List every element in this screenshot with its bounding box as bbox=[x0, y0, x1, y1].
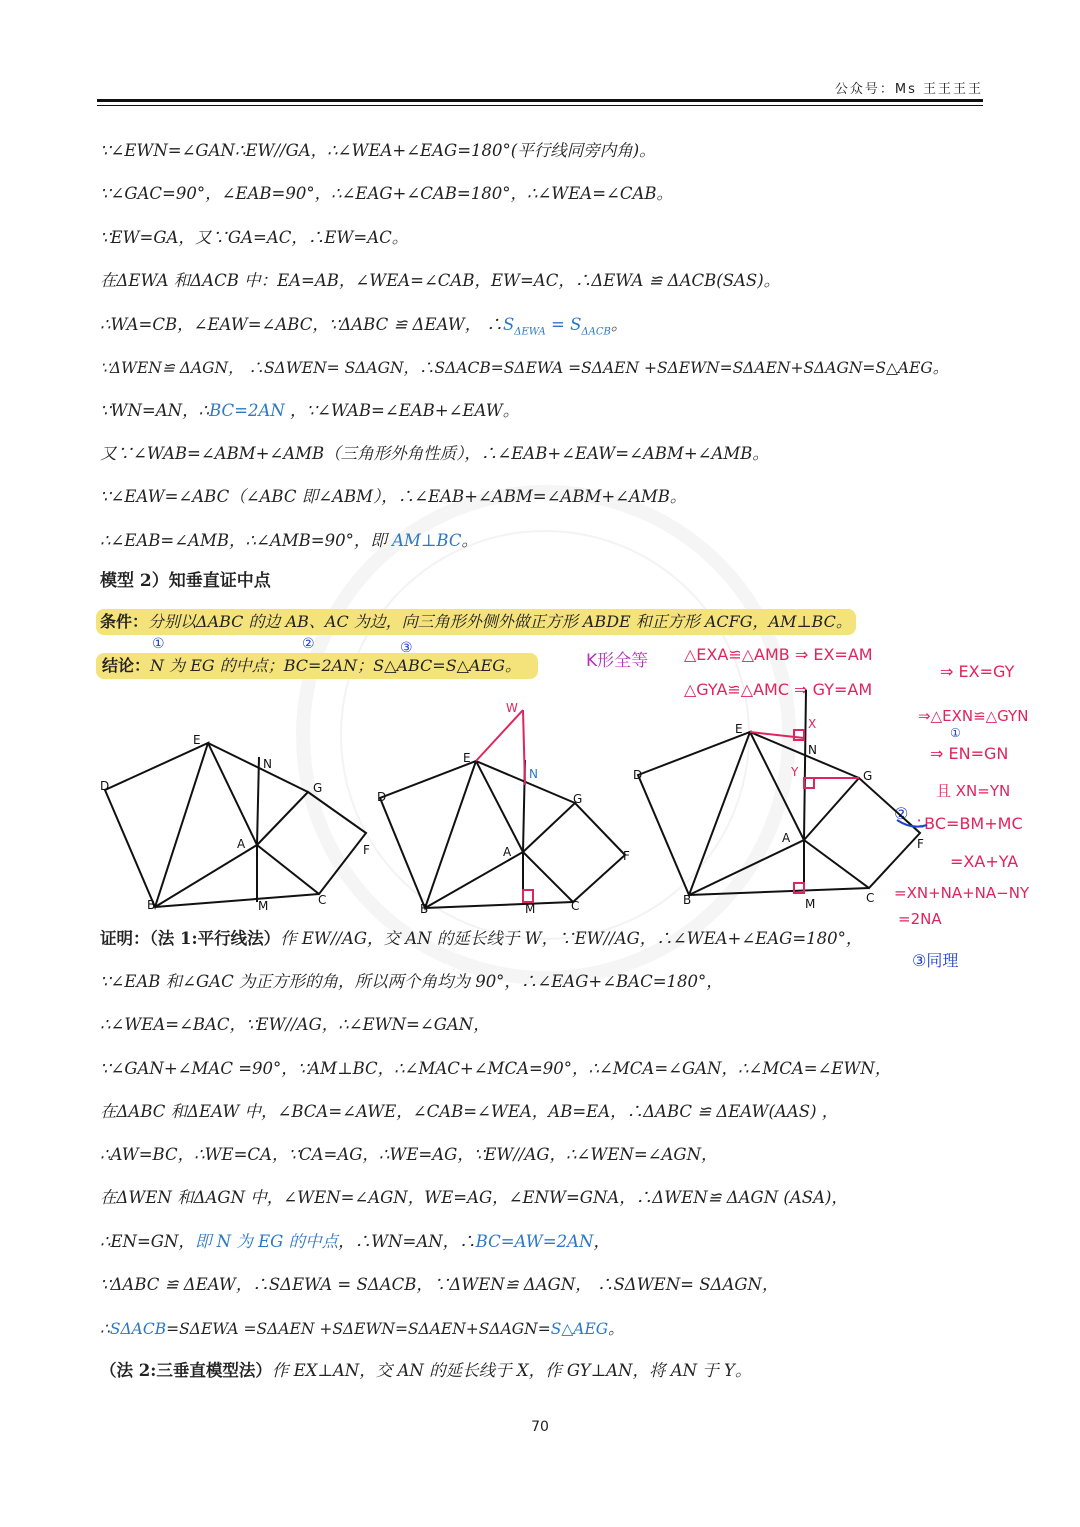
method2-label: （法 2:三垂直模型法） bbox=[100, 1361, 272, 1380]
fig3-label-E: E bbox=[735, 722, 743, 736]
bc-aw-2an-highlight: BC=AW=2AN bbox=[475, 1232, 594, 1251]
hw-note-8: =XA+YA bbox=[950, 852, 1019, 871]
text-line-9: ∵∠EAW=∠ABC（∠ABC 即∠ABM），∴∠EAB+∠ABM=∠ABM+∠AMB。 bbox=[100, 487, 687, 506]
hw-note-6: 且 XN=YN bbox=[936, 782, 1011, 800]
proof-line-7: ∴EN=GN，即 N 为 EG 的中点，∴WN=AN，∴BC=AW=2AN， bbox=[100, 1232, 610, 1251]
area-acb-highlight: SΔACB bbox=[109, 1320, 167, 1338]
hw-note-10: =2NA bbox=[898, 910, 942, 928]
header-rule-thin bbox=[97, 105, 983, 106]
page-header: 公众号：Ms 王王王王 bbox=[834, 82, 983, 97]
fig2-label-E: E bbox=[463, 751, 471, 765]
page-number: 70 bbox=[531, 1419, 549, 1435]
am-perp-bc: AM⊥BC bbox=[392, 531, 462, 550]
fig1-label-D: D bbox=[100, 779, 110, 793]
hw-circle-n1: ① bbox=[950, 726, 961, 740]
condition-text: 分别以ΔABC 的边 AB、AC 为边，向三角形外侧外做正方形 ABDE 和正方形 ACFG，AM⊥BC。 bbox=[148, 612, 852, 631]
fig3-label-X: X bbox=[808, 717, 817, 731]
text-line-1: ∵∠EWN=∠GAN∴EW//GA，∴∠WEA+∠EAG=180°(平行线同旁内角)。 bbox=[100, 141, 656, 160]
fig2-label-W: W bbox=[506, 701, 518, 715]
fig1-label-F: F bbox=[363, 843, 370, 857]
hw-circle-3: ③ bbox=[400, 640, 413, 656]
proof-line-6: 在ΔWEN 和ΔAGN 中，∠WEN=∠AGN，WE=AG，∠ENW=GNA，∴ΔWEN≌ ΔAGN (ASA)， bbox=[100, 1188, 848, 1207]
proof-line-2: ∴∠WEA=∠BAC，∵EW//AG，∴∠EWN=∠GAN， bbox=[100, 1015, 490, 1034]
fig3-label-C: C bbox=[866, 891, 875, 905]
header-rule-thick bbox=[97, 99, 983, 102]
text-line-8: 又∵∠WAB=∠ABM+∠AMB（三角形外角性质），∴∠EAB+∠EAW=∠ABM+∠AMB。 bbox=[100, 444, 769, 463]
hw-note-3: ⇒ EX=GY bbox=[940, 662, 1015, 681]
fig1-label-M: M bbox=[258, 899, 269, 913]
line5-area-ewa: $S_{\Delta EWA} = S_{\Delta ACB}$ bbox=[502, 315, 611, 338]
condition-line bbox=[96, 609, 856, 635]
geometry-figures bbox=[95, 690, 924, 920]
model-title: 模型 2）知垂直证中点 bbox=[100, 571, 271, 591]
fig2-label-C: C bbox=[571, 899, 580, 913]
conclusion-line bbox=[96, 653, 538, 679]
fig3-label-G: G bbox=[863, 769, 873, 783]
fig2-label-N: N bbox=[529, 767, 538, 781]
hw-note-9: =XN+NA+NA−NY bbox=[894, 884, 1030, 902]
proof-line-3: ∵∠GAN+∠MAC =90°，∵AM⊥BC，∴∠MAC+∠MCA=90°，∴∠MCA=∠GAN，∴∠MCA=∠EWN， bbox=[100, 1059, 892, 1078]
proof-label: 证明：（法 1:平行线法） bbox=[100, 929, 281, 948]
text-line-10: ∴∠EAB=∠AMB，∴∠AMB=90°，即 AM⊥BC。 bbox=[100, 531, 478, 550]
fig3-label-A: A bbox=[782, 831, 791, 845]
hw-circle-1: ① bbox=[152, 636, 165, 652]
bc-2an-highlight: BC=2AN bbox=[209, 401, 285, 420]
fig2-label-D: D bbox=[377, 790, 387, 804]
hw-circle-2: ② bbox=[302, 636, 315, 652]
text-line-5: ∴WA=CB，∠EAW=∠ABC，∵ΔABC ≌ ΔEAW， $\therefore S_{\Delta EWA} = S_{\Delta ACB}$。 bbox=[100, 315, 628, 338]
text-line-3: ∵EW=GA，又∵GA=AC，∴EW=AC。 bbox=[100, 228, 409, 247]
fig3-label-M: M bbox=[805, 897, 816, 911]
fig1-label-N: N bbox=[263, 757, 272, 771]
hw-note-2: △GYA≌△AMC ⇒ GY=AM bbox=[684, 680, 873, 699]
hw-k-congruence: K形全等 bbox=[586, 651, 649, 671]
fig3-label-D: D bbox=[633, 768, 643, 782]
method2-line: （法 2:三垂直模型法）作 EX⊥AN，交 AN 的延长线于 X，作 GY⊥AN，将 AN 于 Y。 bbox=[100, 1361, 752, 1380]
text-line-4: 在ΔEWA 和ΔACB 中：EA=AB，∠WEA=∠CAB，EW=AC，∴ΔEWA ≌ ΔACB(SAS)。 bbox=[100, 271, 781, 290]
proof-line-9: ∴SΔACB=SΔEWA =SΔAEN +SΔEWN=SΔAEN+SΔAGN=S△AEG。 bbox=[100, 1320, 624, 1338]
fig3-label-F: F bbox=[917, 837, 924, 851]
midpoint-highlight: 即 N 为 EG 的中点 bbox=[194, 1232, 339, 1251]
conclusion-text: N 为 EG 的中点；BC=2AN；S△ABC=S△AEG。 bbox=[150, 656, 521, 675]
hw-note-5: ⇒ EN=GN bbox=[930, 744, 1009, 763]
text-line-7: ∵WN=AN，∴BC=2AN ，∵∠WAB=∠EAB+∠EAW。 bbox=[100, 401, 520, 420]
fig1-square-edge bbox=[105, 743, 208, 907]
fig1-label-A: A bbox=[237, 837, 246, 851]
text-line-6: ∵ΔWEN≌ ΔAGN， ∴SΔWEN= SΔAGN，∴SΔACB=SΔEWA =SΔAEN +SΔEWN=SΔAEN+SΔAGN=S△AEG。 bbox=[100, 359, 949, 377]
text-line-2: ∵∠GAC=90°，∠EAB=90°，∴∠EAG+∠CAB=180°，∴∠WEA=∠CAB。 bbox=[100, 184, 674, 203]
fig1-label-E: E bbox=[193, 733, 201, 747]
proof-line-4: 在ΔABC 和ΔEAW 中，∠BCA=∠AWE，∠CAB=∠WEA，AB=EA，∴ΔABC ≌ ΔEAW(AAS) ， bbox=[100, 1102, 839, 1121]
fig2-label-A: A bbox=[503, 845, 512, 859]
condition-label: 条件： bbox=[100, 612, 149, 631]
proof-line-1: ∵∠EAB 和∠GAC 为正方形的角，所以两个角均为 90°，∴∠EAG+∠BAC=180°， bbox=[100, 972, 723, 991]
fig2-label-F: F bbox=[623, 849, 630, 863]
fig3-label-B: B bbox=[683, 893, 692, 907]
fig2-label-G: G bbox=[573, 792, 583, 806]
fig1-label-C: C bbox=[318, 893, 327, 907]
hw-note-4: ⇒△EXN≌△GYN bbox=[918, 707, 1029, 725]
fig1-label-G: G bbox=[313, 781, 323, 795]
fig2-label-B: B bbox=[420, 902, 429, 916]
hw-note-7: ∴BC=BM+MC bbox=[914, 814, 1023, 833]
fig1-label-B: B bbox=[147, 898, 156, 912]
line5-part-a: ∴WA=CB，∠EAW=∠ABC，∵ΔABC ≌ ΔEAW， ∴ bbox=[100, 315, 503, 334]
fig2-label-M: M bbox=[525, 902, 536, 916]
proof-line-8: ∵ΔABC ≌ ΔEAW，∴SΔEWA = SΔACB，∵ΔWEN≌ ΔAGN， ∴SΔWEN= SΔAGN， bbox=[100, 1275, 779, 1294]
proof-line-5: ∴AW=BC，∴WE=CA，∵CA=AG，∴WE=AG，∵EW//AG，∴∠WEN=∠AGN， bbox=[100, 1145, 718, 1164]
proof-heading: 证明：（法 1:平行线法）作 EW//AG，交 AN 的延长线于 W，∵EW//AG，∴∠WEA+∠EAG=180°， bbox=[100, 929, 863, 948]
area-aeg-highlight: S△AEG bbox=[550, 1320, 609, 1338]
hw-note-1: △EXA≌△AMB ⇒ EX=AM bbox=[684, 645, 873, 664]
hw-circle-n2: ② bbox=[894, 804, 909, 823]
fig3-label-N: N bbox=[808, 743, 817, 757]
conclusion-label: 结论： bbox=[102, 656, 151, 675]
fig3-label-Y: Y bbox=[791, 765, 799, 779]
hw-note-method3: ③同理 bbox=[912, 951, 959, 970]
